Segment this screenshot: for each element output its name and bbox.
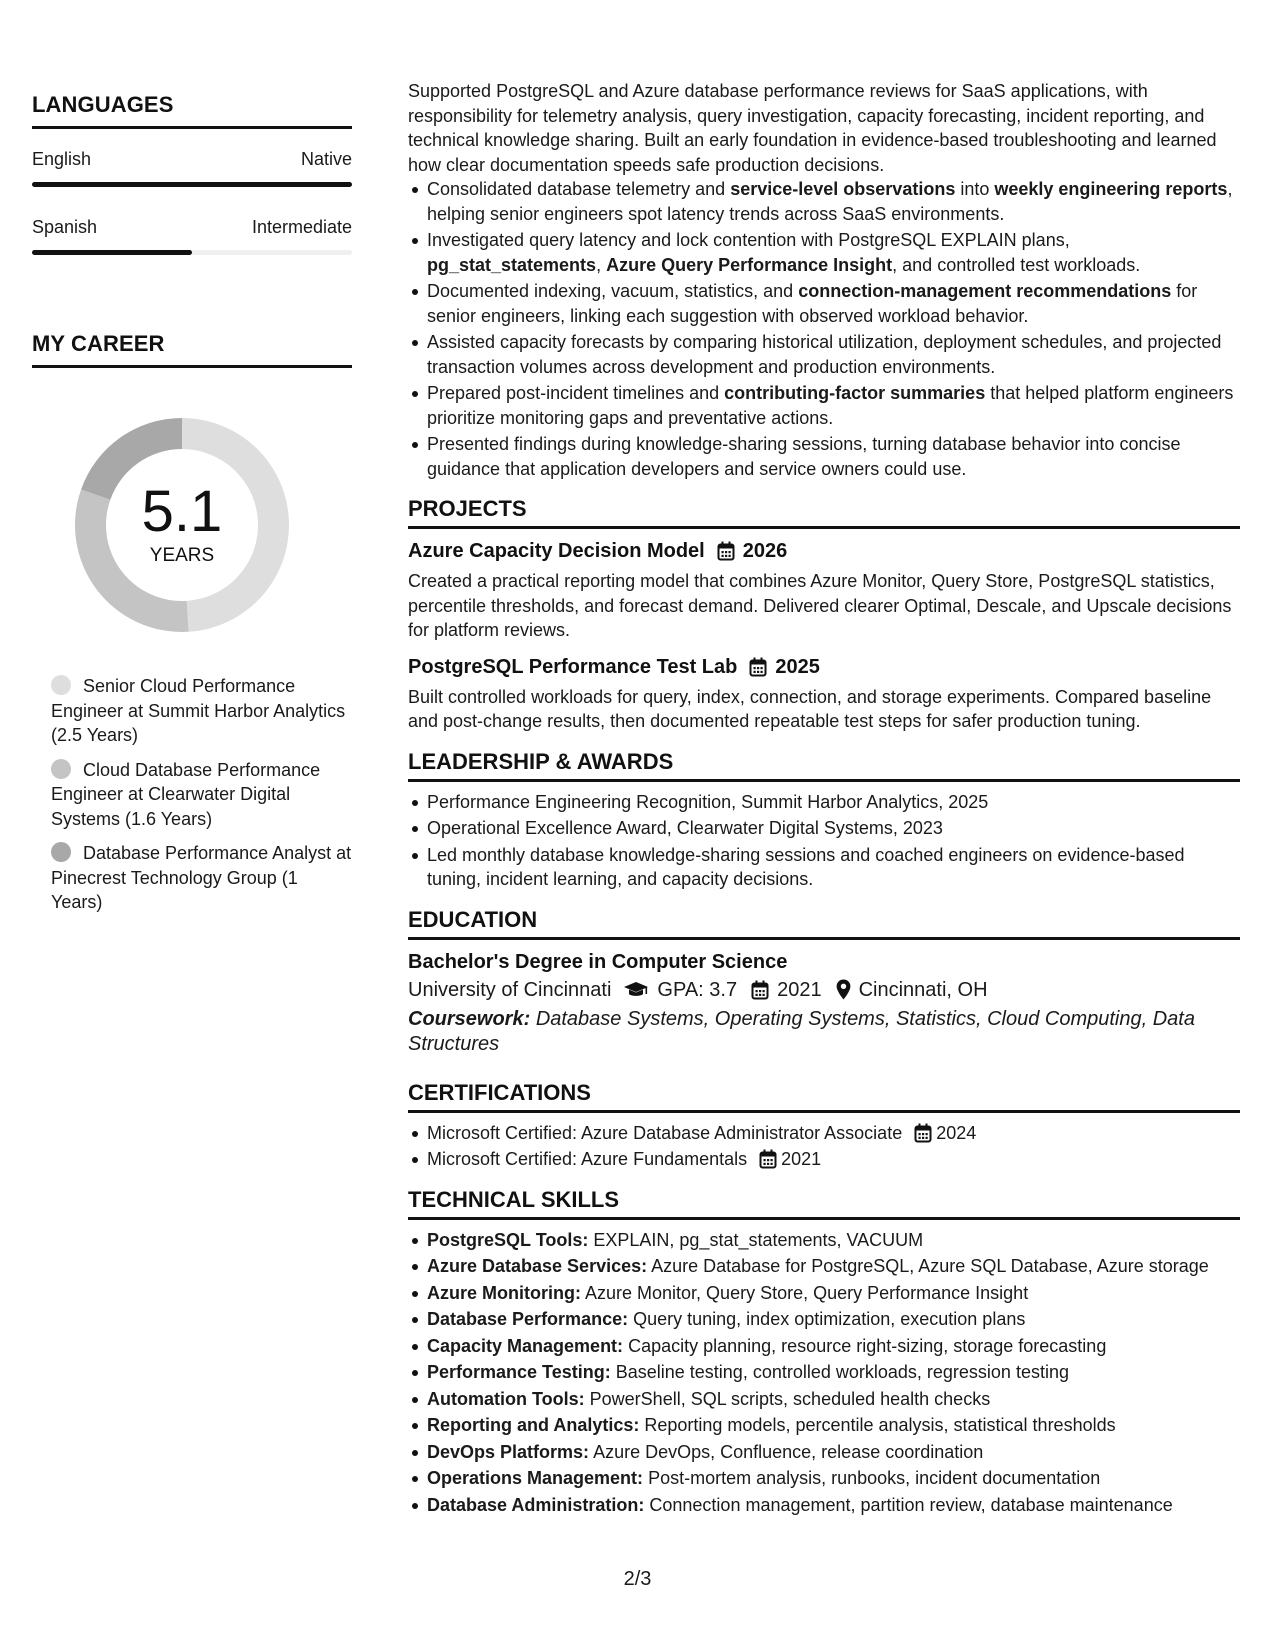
skill-item [427,1387,1240,1412]
bullet-highlight: Azure Query Performance Insight [606,254,893,275]
bullet-text: for senior engineers, linking each suggestion with observed workload behavior. [427,281,1198,326]
calendar-icon [759,1149,777,1169]
certification-name: Microsoft Certified: Azure Database Administrator Associate [427,1122,903,1143]
project-description: Created a practical reporting model that combines Azure Monitor, Query Store, PostgreSQL statistics, percentile thresholds, and forecast demand. Delivered clearer Optimal, Descale, and Upscale decisions for platform reviews. [408,571,1232,640]
skill-value: Azure DevOps, Confluence, release coordination [593,1441,984,1462]
bullet-text: , [596,254,607,275]
school-location: Cincinnati, OH [858,978,988,1001]
graduation-cap-icon [623,981,649,999]
language-level: Native [300,149,352,169]
project-name: Azure Capacity Decision Model [408,540,705,562]
certifications-title: CERTIFICATIONS [408,1079,591,1105]
career-total-years: 5.1 [141,479,223,544]
bullet-text: Consolidated database telemetry and [427,179,731,199]
skill-item [427,1228,1240,1253]
skills-section [408,1186,1240,1518]
skill-label: Reporting and Analytics: [427,1415,640,1435]
certifications-section [408,1079,1240,1172]
language-name: Spanish [32,217,98,237]
calendar-icon [717,541,735,561]
project-year: 2025 [775,655,820,678]
graduation-year: 2021 [777,978,822,1001]
school-name: University of Cincinnati [408,978,612,1001]
certification-item [427,1121,1240,1146]
coursework [408,1007,1240,1057]
education-rule [408,937,1240,940]
skill-item [427,1307,1240,1332]
language-item [32,149,352,187]
career-legend-item [32,758,352,832]
project-description: Built controlled workloads for query, index, connection, and storage experiments. Compared baseline and post-change results, then documented repeatable test steps for safer production tuning. [408,686,1212,731]
experience-bullets [408,177,1240,481]
certifications-rule [408,1110,1240,1113]
skill-label: Database Performance: [427,1309,629,1329]
skill-label: PostgreSQL Tools: [427,1229,589,1250]
bullet-highlight: contributing-factor summaries [724,383,986,403]
certification-year: 2021 [781,1149,822,1169]
language-bar-fill [32,182,352,187]
skill-value: Reporting models, percentile analysis, statistical thresholds [644,1415,1116,1435]
language-bar-fill [32,250,192,255]
certification-name: Microsoft Certified: Azure Fundamentals [427,1149,748,1169]
bullet-highlight: service-level observations [730,179,956,199]
projects-section [408,495,1240,734]
degree-name: Bachelor's Degree in Computer Science [408,950,788,973]
bullet-text: Prepared post-incident timelines and [427,383,725,403]
language-item [32,217,352,255]
coursework-list: Database Systems, Operating Systems, Statistics, Cloud Computing, Data Structures [408,1007,1195,1055]
skill-value: Post-mortem analysis, runbooks, incident documentation [648,1468,1101,1488]
right-column [408,79,1240,1519]
skill-label: Capacity Management: [427,1335,624,1356]
coursework-label: Coursework: [408,1007,531,1030]
career-donut-center [67,410,297,640]
skill-label: Azure Database Services: [427,1256,648,1276]
calendar-icon [914,1123,932,1143]
project-item [408,537,1240,643]
skill-item [427,1360,1240,1385]
skill-label: DevOps Platforms: [427,1441,590,1462]
calendar-icon [749,657,767,677]
language-level: Intermediate [251,217,352,237]
skill-value: Connection management, partition review, database maintenance [649,1494,1173,1515]
bullet-text: Documented indexing, vacuum, statistics, and [427,281,799,301]
leadership-item: Performance Engineering Recognition, Summit Harbor Analytics, 2025 [427,790,1240,815]
language-bar [32,250,352,255]
bullet-text: Assisted capacity forecasts by comparing historical utilization, deployment schedules, and projected transaction volumes across development and production environments. [427,332,1222,377]
experience-bullet [427,177,1240,226]
language-bar [32,182,352,187]
languages-section [32,92,352,255]
career-legend-item [32,841,352,915]
skill-value: Azure Database for PostgreSQL, Azure SQL Database, Azure storage [651,1256,1209,1276]
experience-bullet [427,381,1240,430]
project-name: PostgreSQL Performance Test Lab [408,655,738,678]
bullet-text: into [955,179,995,199]
map-pin-icon [836,979,851,1000]
skill-item [427,1413,1240,1438]
skill-label: Database Administration: [427,1494,645,1515]
bullet-text: , helping senior engineers spot latency trends across SaaS environments. [427,179,1233,224]
skill-label: Performance Testing: [427,1362,611,1382]
career-title: MY CAREER [32,331,165,356]
experience-entry [408,79,1240,481]
skill-value: Query tuning, index optimization, execution plans [633,1309,1026,1329]
career-legend-text: Senior Cloud Performance Engineer at Summit Harbor Analytics (2.5 Years) [51,676,346,745]
skills-title: TECHNICAL SKILLS [408,1186,620,1212]
career-legend-item [32,674,352,748]
experience-bullet [427,330,1240,379]
leadership-rule [408,779,1240,782]
bullet-text: , and controlled test workloads. [892,254,1141,275]
career-legend [32,674,352,915]
leadership-item: Led monthly database knowledge-sharing sessions and coached engineers on evidence-based tuning, incident learning, and capacity decisions. [427,843,1240,892]
skill-label: Azure Monitoring: [427,1282,581,1303]
project-year: 2026 [742,540,788,562]
career-section [32,331,352,915]
calendar-icon [751,980,769,1000]
bullet-highlight: weekly engineering reports [994,179,1228,199]
skill-item [427,1254,1240,1279]
certification-year: 2024 [936,1122,977,1143]
skill-label: Operations Management: [427,1468,644,1488]
skill-item [427,1493,1240,1518]
certification-item [427,1147,1240,1172]
gpa: GPA: 3.7 [657,978,738,1001]
bullet-text: that helped platform engineers prioritize monitoring gaps and preventative actions. [427,383,1234,428]
leadership-item: Operational Excellence Award, Clearwater Digital Systems, 2023 [427,816,1240,841]
career-rule [32,365,352,368]
career-total-label: YEARS [149,545,215,566]
legend-dot [51,842,71,862]
legend-dot [51,759,71,779]
page-number: 2/3 [623,1568,652,1590]
skill-item [427,1281,1240,1306]
project-item [408,653,1240,734]
skill-item [427,1466,1240,1491]
experience-bullet [427,228,1240,277]
experience-bullet [427,279,1240,328]
skill-value: PowerShell, SQL scripts, scheduled health checks [589,1388,991,1409]
bullet-text: Presented findings during knowledge-sharing sessions, turning database behavior into concise guidance that application developers and service owners could use. [427,434,1181,479]
career-legend-text: Cloud Database Performance Engineer at Clearwater Digital Systems (1.6 Years) [51,759,321,829]
skill-value: EXPLAIN, pg_stat_statements, VACUUM [593,1229,924,1250]
leadership-title: LEADERSHIP & AWARDS [408,748,674,774]
career-legend-text: Database Performance Analyst at Pinecrest Technology Group (1 Years) [51,843,352,912]
education-section [408,906,1240,1057]
bullet-highlight: connection-management recommendations [798,281,1172,301]
skill-value: Baseline testing, controlled workloads, regression testing [615,1362,1069,1382]
leadership-list [408,790,1240,892]
projects-rule [408,526,1240,529]
experience-summary: Supported PostgreSQL and Azure database performance reviews for SaaS applications, with responsibility for telemetry analysis, query investigation, capacity forecasting, incident reporting, and technical knowledge sharing. Built an early foundation in evidence-based troubleshooting and learned how clear documentation speeds safe production decisions. [408,81,1217,175]
left-column [32,92,352,925]
career-donut-chart [67,410,297,640]
languages-rule [32,126,352,129]
certifications-list [408,1121,1240,1172]
languages-title: LANGUAGES [32,92,174,117]
education-details [408,976,1240,1004]
skills-list [408,1228,1240,1518]
skill-value: Capacity planning, resource right-sizing, storage forecasting [628,1335,1107,1356]
projects-title: PROJECTS [408,496,527,521]
legend-dot [51,675,71,695]
skill-item [427,1334,1240,1359]
bullet-highlight: pg_stat_statements [427,254,597,275]
bullet-text: Investigated query latency and lock contention with PostgreSQL EXPLAIN plans, [427,230,1070,250]
leadership-section [408,748,1240,892]
skill-value: Azure Monitor, Query Store, Query Performance Insight [585,1282,1029,1303]
skill-item [427,1440,1240,1465]
experience-bullet [427,432,1240,481]
education-title: EDUCATION [408,906,538,932]
language-name: English [32,149,92,169]
skill-label: Automation Tools: [427,1388,585,1409]
skills-rule [408,1217,1240,1220]
